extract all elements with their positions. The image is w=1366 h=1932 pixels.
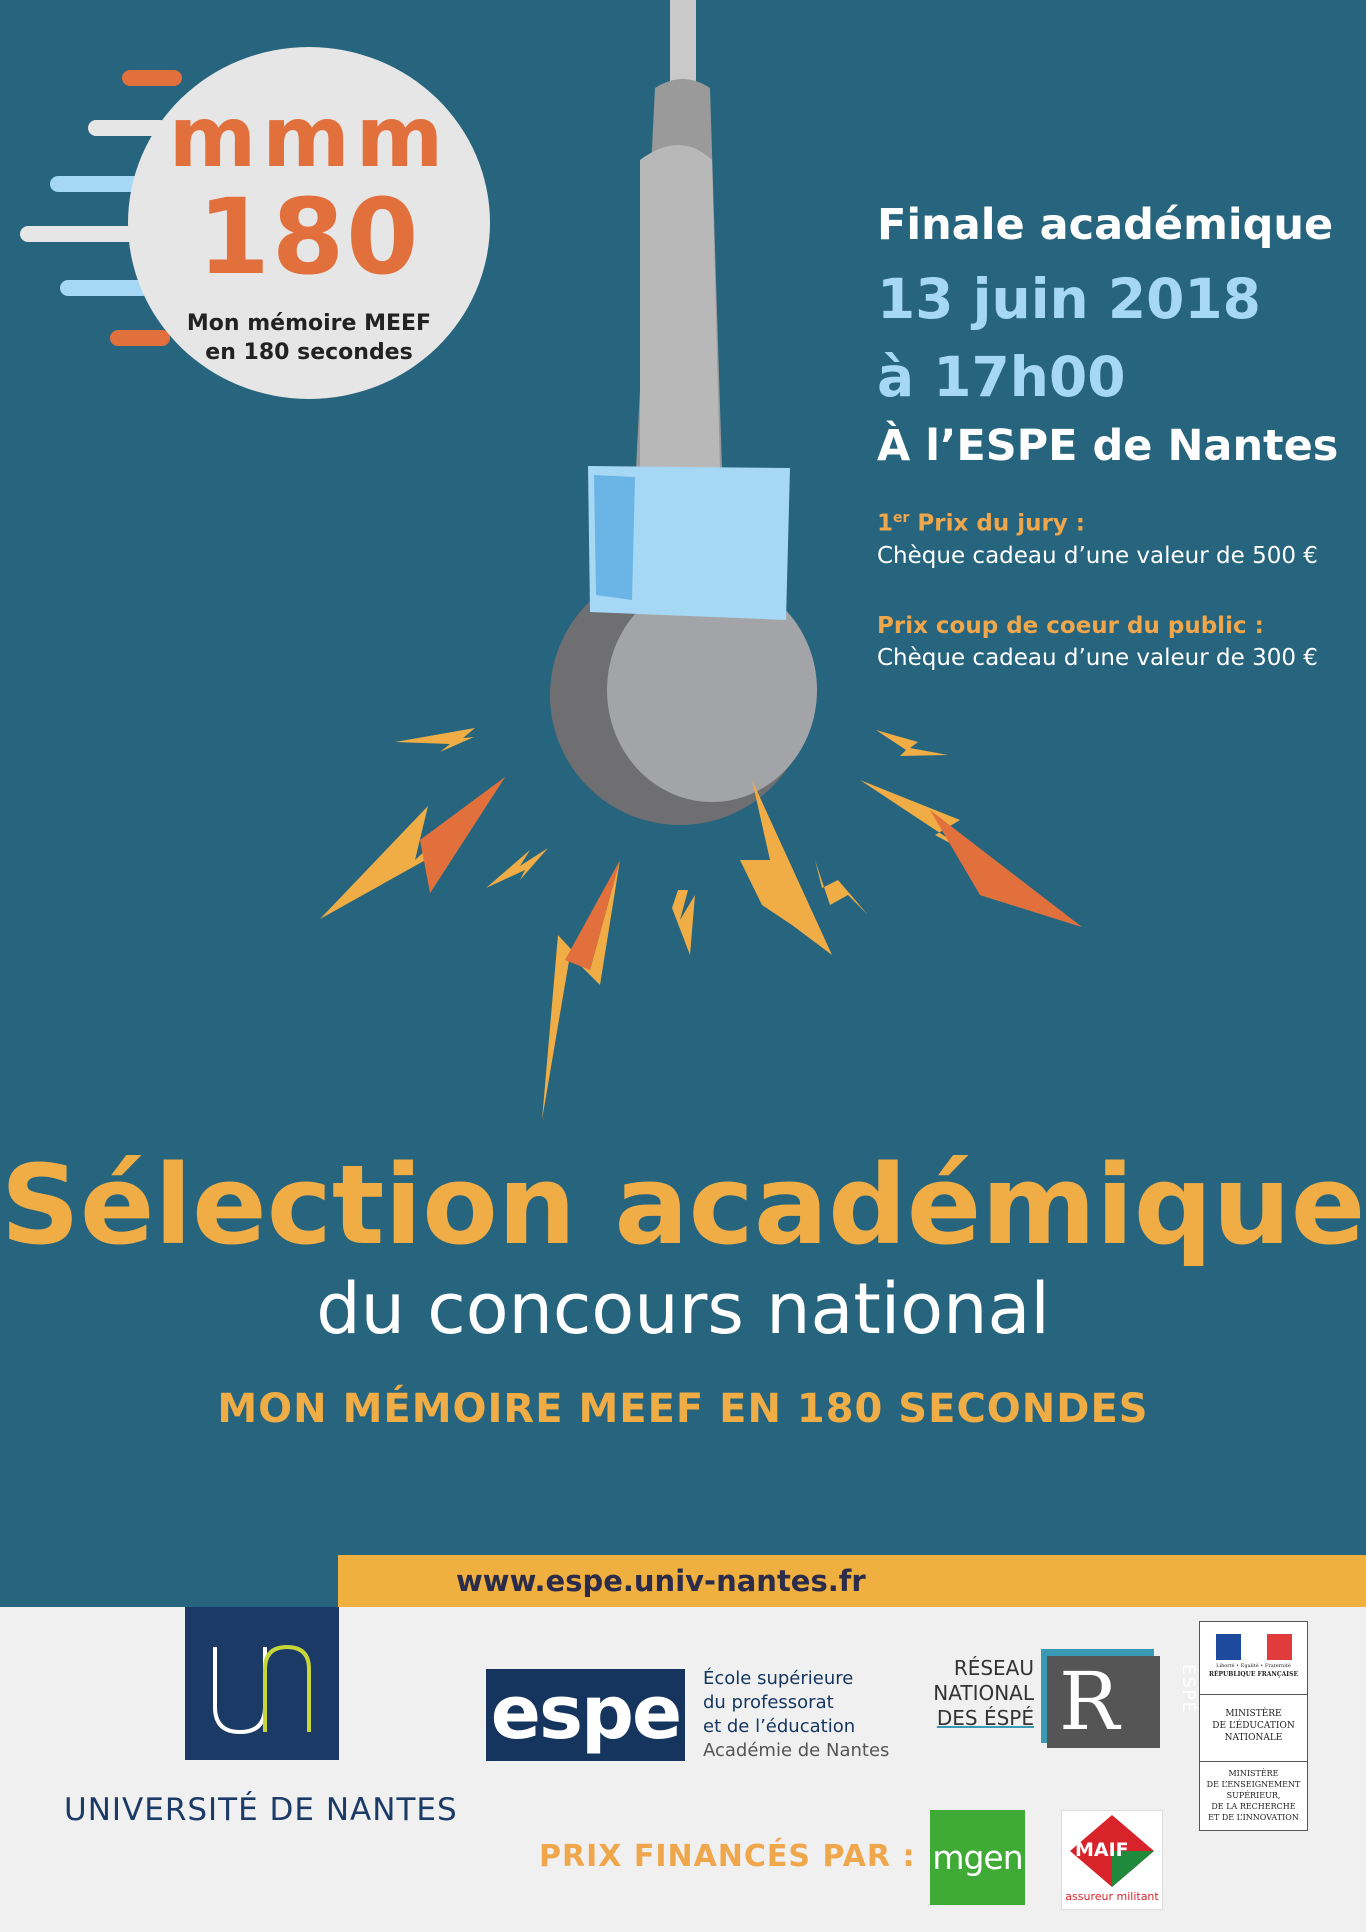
universite-nantes-logo — [185, 1607, 339, 1760]
event-time: à 17h00 — [877, 345, 1126, 409]
espe-description — [703, 1667, 889, 1763]
prize-rank-suffix: er — [893, 510, 910, 526]
reseau-logo-vertical: ÉSPÉ — [1178, 1664, 1198, 1715]
espe-desc-line: et de l’éducation — [703, 1716, 856, 1737]
url-bar — [338, 1555, 1366, 1607]
headline-main: Sélection académique — [0, 1141, 1366, 1269]
maif-tagline: assureur militant — [1065, 1890, 1159, 1903]
ministere-enseignement — [1200, 1762, 1307, 1830]
maif-logo — [1061, 1810, 1163, 1910]
universite-nantes-label: UNIVERSITÉ DE NANTES — [64, 1792, 458, 1828]
reseau-logo-letter: R — [1059, 1655, 1120, 1748]
reseau-line: NATIONAL — [933, 1681, 1034, 1705]
prize-text: Chèque cadeau d’une valeur de 500 € — [877, 542, 1318, 569]
espe-desc-line: École supérieure — [703, 1668, 854, 1689]
reseau-line: DES ÉSPÉ — [936, 1706, 1034, 1730]
headline-caps: MON MÉMOIRE MEEF EN 180 SECONDES — [217, 1386, 1149, 1432]
ministere-line: DE L’ENSEIGNEMENT — [1206, 1780, 1301, 1789]
mgen-logo: mgen — [930, 1810, 1025, 1905]
funded-by-label: PRIX FINANCÉS PAR : — [539, 1839, 916, 1874]
republique-ministeres-logo — [1199, 1621, 1308, 1831]
prize-title — [877, 502, 1357, 540]
lightning-bolt — [395, 728, 475, 752]
event-place: À l’ESPE de Nantes — [877, 421, 1339, 471]
mic-collar-side — [594, 475, 635, 600]
maif-wordmark: MAIF — [1075, 1839, 1129, 1861]
speed-line — [20, 226, 140, 242]
ministere-line: MINISTÈRE — [1228, 1769, 1279, 1778]
ministere-line: SUPÉRIEUR, — [1226, 1791, 1281, 1800]
reseau-espe-label — [912, 1656, 1034, 1731]
un-monogram-icon — [185, 1607, 339, 1760]
speed-line — [122, 70, 182, 86]
mic-handle-front — [640, 145, 720, 470]
republique-motto: Liberté • Égalité • Fraternité — [1216, 1663, 1291, 1669]
lightning-bolt — [815, 860, 868, 915]
lightning-bolt — [740, 780, 832, 955]
website-link[interactable]: www.espe.univ-nantes.fr — [456, 1564, 866, 1598]
republique-francaise-block — [1200, 1622, 1307, 1695]
reseau-logo — [1047, 1655, 1198, 1748]
lightning-bolt — [672, 890, 695, 955]
lightning-bolt — [930, 810, 1082, 927]
lightning-bolt — [876, 730, 948, 756]
lightning-bolt — [565, 860, 620, 970]
republique-label: RÉPUBLIQUE FRANÇAISE — [1208, 1671, 1299, 1678]
marianne-flag-icon — [1216, 1634, 1292, 1660]
logo-mark: mmm — [168, 88, 450, 186]
espe-logo: espe — [486, 1669, 685, 1761]
prize-title: Prix coup de coeur du public : — [877, 612, 1264, 639]
reseau-line: RÉSEAU — [953, 1656, 1034, 1680]
mic-cable — [670, 0, 696, 90]
event-date: 13 juin 2018 — [877, 267, 1261, 331]
prize-text: Chèque cadeau d’une valeur de 300 € — [877, 644, 1318, 671]
logo-caption-line: Mon mémoire MEEF — [186, 311, 432, 336]
lightning-bolt — [420, 777, 505, 893]
logo-caption-line: en 180 secondes — [205, 340, 413, 365]
prize-first — [877, 502, 1357, 572]
ministere-line: ET DE L’INNOVATION — [1208, 1813, 1299, 1822]
ministere-line: DE L’ÉDUCATION — [1212, 1721, 1295, 1731]
ministere-line: MINISTÈRE — [1225, 1709, 1282, 1719]
ministere-line: NATIONALE — [1224, 1733, 1283, 1743]
prize-public — [877, 610, 1357, 674]
headline-sub: du concours national — [316, 1268, 1050, 1350]
prize-title-text: Prix du jury : — [909, 510, 1085, 537]
espe-desc-line: Académie de Nantes — [703, 1740, 890, 1761]
espe-desc-line: du professorat — [703, 1692, 834, 1713]
lightning-bolt — [486, 848, 548, 888]
prize-rank: 1 — [877, 510, 894, 537]
event-heading: Finale académique — [877, 200, 1334, 250]
ministere-line: DE LA RECHERCHE — [1211, 1802, 1296, 1811]
ministere-education — [1200, 1694, 1307, 1762]
event-info — [877, 198, 1357, 674]
logo-number: 180 — [197, 176, 421, 298]
